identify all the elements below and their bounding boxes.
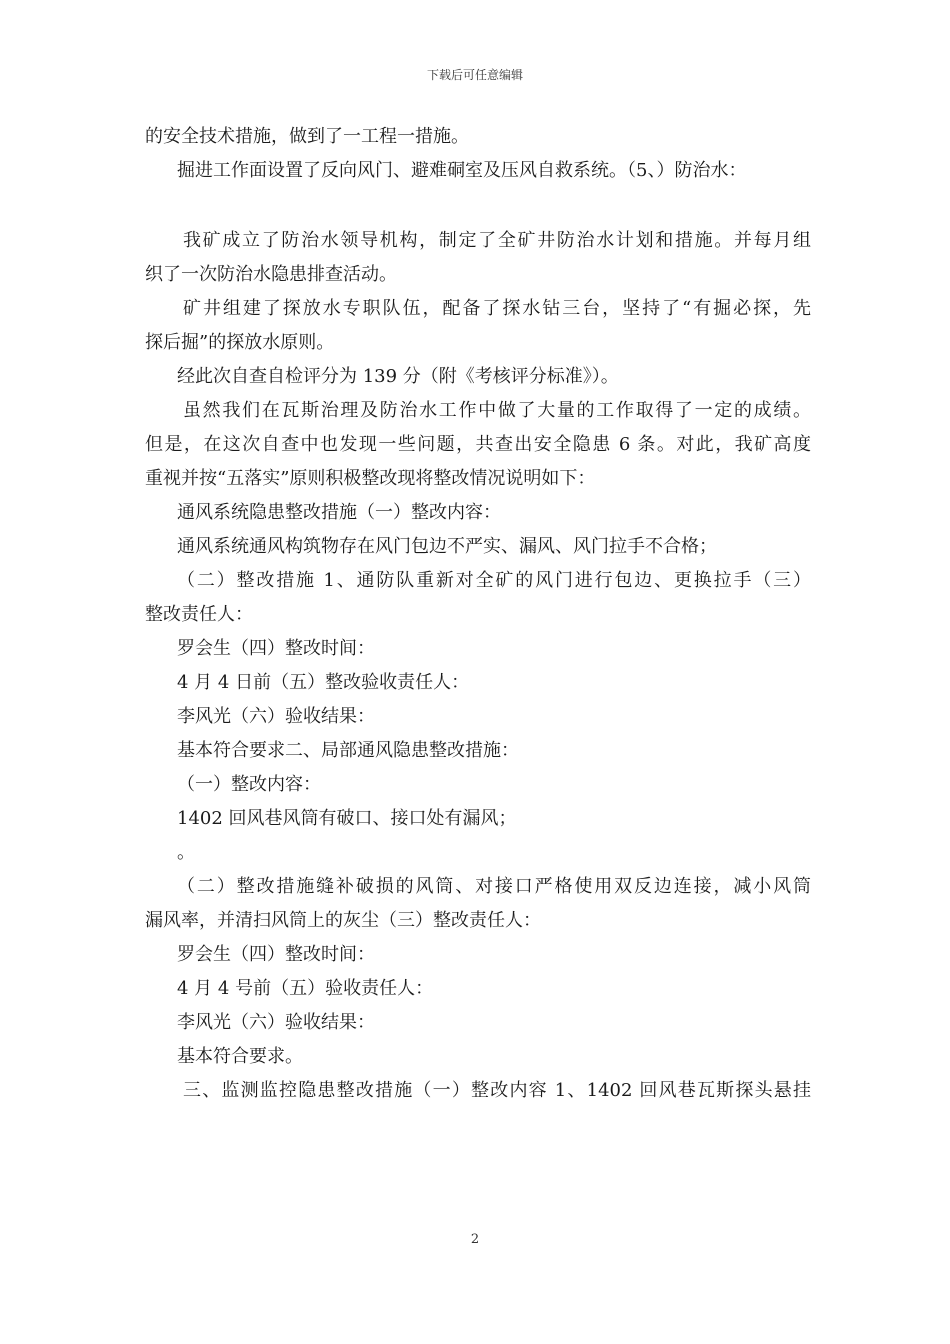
paragraph-line: 李风光（六）验收结果： <box>177 1012 375 1033</box>
paragraph-line: 罗会生（四）整改时间： <box>177 944 375 965</box>
paragraph-line: 罗会生（四）整改时间： <box>177 638 375 659</box>
paragraph-line: 1402 回风巷风筒有破口、接口处有漏风； <box>177 808 517 829</box>
document-body <box>145 120 811 1108</box>
paragraph-line: 织了一次防治水隐患排查活动。 <box>145 264 397 285</box>
paragraph-line: 通风系统通风构筑物存在风门包边不严实、漏风、风门拉手不合格； <box>177 536 717 557</box>
paragraph-line: 4 月 4 号前（五）验收责任人： <box>177 978 434 999</box>
paragraph-line: 基本符合要求二、局部通风隐患整改措施： <box>177 740 519 761</box>
paragraph-line: 基本符合要求。 <box>177 1046 303 1067</box>
paragraph-line: 经此次自查自检评分为 139 分（附《考核评分标准》）。 <box>177 366 619 387</box>
paragraph-line: （一）整改内容： <box>177 774 321 795</box>
paragraph-line: 整改责任人： <box>145 604 253 625</box>
paragraph-line: 虽然我们在瓦斯治理及防治水工作中做了大量的工作取得了一定的成绩。 <box>183 400 811 421</box>
paragraph-line: 重视并按“五落实”原则积极整改现将整改情况说明如下： <box>145 468 596 489</box>
paragraph-line: 4 月 4 日前（五）整改验收责任人： <box>177 672 470 693</box>
paragraph-line: 矿井组建了探放水专职队伍，配备了探水钻三台，坚持了“有掘必探，先 <box>183 298 811 319</box>
paragraph-line: 我矿成立了防治水领导机构，制定了全矿井防治水计划和措施。并每月组 <box>183 230 811 251</box>
paragraph-line: 漏风率，并清扫风筒上的灰尘（三）整改责任人： <box>145 910 541 931</box>
paragraph-line: （二）整改措施缝补破损的风筒、对接口严格使用双反边连接，减小风筒 <box>177 876 811 897</box>
paragraph-line: 三、监测监控隐患整改措施（一）整改内容 1、1402 回风巷瓦斯探头悬挂 <box>183 1080 811 1101</box>
paragraph-line: 但是，在这次自查中也发现一些问题，共查出安全隐患 6 条。对此，我矿高度 <box>145 434 811 455</box>
paragraph-line: 。 <box>177 842 195 863</box>
paragraph-line: （二）整改措施 1、通防队重新对全矿的风门进行包边、更换拉手（三） <box>177 570 811 591</box>
paragraph-line: 李风光（六）验收结果： <box>177 706 375 727</box>
paragraph-line: 掘进工作面设置了反向风门、避难硐室及压风自救系统。（5、）防治水： <box>177 160 747 181</box>
paragraph-line: 通风系统隐患整改措施（一）整改内容： <box>177 502 501 523</box>
page-header: 下载后可任意编辑 <box>426 68 523 82</box>
paragraph-line: 探后掘”的探放水原则。 <box>145 332 335 353</box>
paragraph-line: 的安全技术措施，做到了一工程一措施。 <box>145 126 469 147</box>
page-number: 2 <box>470 1232 480 1247</box>
